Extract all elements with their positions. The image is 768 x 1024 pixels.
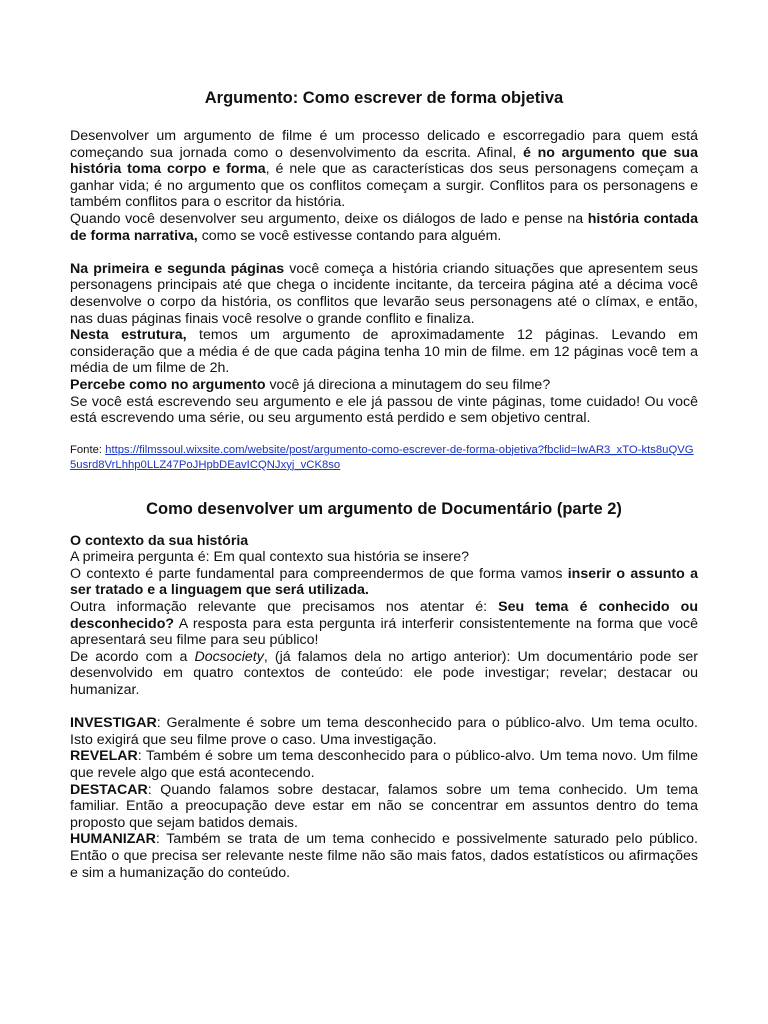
context-item-revelar: [70, 748, 698, 781]
bold-run: é no argumento que sua história toma corpo e forma: [70, 144, 698, 178]
bold-run: Nesta estrutura,: [70, 327, 187, 344]
context-term: DESTACAR: [70, 781, 148, 798]
text-run: como se você estivesse contando para alguém.: [197, 227, 502, 244]
bold-run: Na primeira e segunda páginas: [70, 260, 285, 277]
text-run: Outra informação relevante que precisamos nos atentar é:: [70, 599, 499, 616]
text-run: De acordo com a: [70, 648, 195, 665]
context-item-humanizar: [70, 831, 698, 881]
context-term: REVELAR: [70, 748, 138, 765]
text-run: Quando você desenvolver seu argumento, deixe os diálogos de lado e pense na: [70, 210, 588, 227]
paragraph-pergunta: A primeira pergunta é: Em qual contexto sua história se insere?: [70, 549, 470, 566]
paragraph-paginas: [70, 261, 698, 327]
text-run: Desenvolver um argumento de filme é um processo delicado e escorregadio para quem está começando sua jornada como o desenvolvimento da escrita. Afinal,: [70, 128, 698, 161]
text-run: O contexto é parte fundamental para compreendermos de que forma vamos: [70, 565, 568, 582]
paragraph-estrutura: [70, 327, 698, 377]
context-term: INVESTIGAR: [70, 715, 157, 732]
context-term: HUMANIZAR: [70, 831, 156, 848]
text-run: A resposta para esta pergunta irá interferir consistentemente na forma que você apresentará seu filme para seu público!: [70, 615, 698, 649]
bold-run: história contada de forma narrativa,: [70, 210, 698, 244]
text-run: , (já falamos dela no artigo anterior): Um documentário pode ser desenvolvido em quatro contextos de conteúdo: ele pode investigar; revelar; destacar ou humanizar.: [70, 648, 698, 699]
spacer: [70, 699, 698, 716]
paragraph-minutagem: [70, 377, 698, 394]
bold-run: Percebe como no argumento: [70, 376, 266, 393]
paragraph-tema: [70, 599, 698, 649]
text-run: você começa a história criando situações que apresentem seus personagens principais até que chega o incidente incitante, da terceira página até a décima você desenvolve o corpo da história, os conflitos que levarão seus personagens até o clímax, e então, nas duas páginas finais você resolve o grande conflito e finaliza.: [70, 260, 698, 327]
source-label: Fonte:: [70, 443, 106, 456]
subheading-contexto: O contexto da sua história: [70, 532, 249, 549]
article-title-argumento: Argumento: Como escrever de forma objetiva: [204, 89, 564, 107]
text-run: , é nele que as características dos seus personagens começam a ganhar vida; é no argumento que os conflitos começam a surgir. Conflitos para os personagens e também conflitos para o escritor da história.: [70, 161, 699, 211]
context-description: : Geralmente é sobre um tema desconhecido para o público-alvo. Um tema oculto. Isto exigirá que seu filme prove o caso. Uma investigação.: [70, 715, 698, 748]
paragraph-cuidado: Se você está escrevendo seu argumento e ele já passou de vinte páginas, tome cuidado! Ou você está escrevendo uma série, ou seu argumento está perdido e sem objetivo central.: [70, 393, 698, 427]
context-item-destacar: [70, 782, 698, 832]
source-citation: [70, 443, 698, 473]
context-description: : Quando falamos sobre destacar, falamos sobre um tema conhecido. Um tema familiar. Então a preocupação deve estar em não se concentrar em assuntos dentro do tema proposto que sejam batidos demais.: [70, 781, 698, 831]
article-title-documentario: Como desenvolver um argumento de Documentário (parte 2): [146, 499, 622, 518]
bold-run: inserir o assunto a ser tratado e a linguagem que será utilizada.: [70, 565, 698, 599]
spacer: [70, 244, 698, 261]
paragraph-contexto: [70, 566, 698, 599]
italic-run: Docsociety: [194, 648, 264, 665]
document-page: [70, 88, 698, 881]
paragraph-narrativa: [70, 211, 698, 244]
text-run: temos um argumento de aproximadamente 12 páginas. Levando em consideração que a média é de que cada página tenha 10 min de filme. em 12 páginas você tem a média de um filme de 2h.: [70, 327, 698, 377]
source-link[interactable]: https://filmssoul.wixsite.com/website/post/argumento-como-escrever-de-forma-objetiva?fbclid=IwAR3_xTO-kts8uQVG5usrd8VrLhhp0LLZ47PoJHpbDEavICQNJxyj_vCK8so: [70, 443, 694, 471]
paragraph-intro: [70, 128, 698, 211]
context-description: : Também é sobre um tema desconhecido para o público-alvo. Um tema novo. Um filme que revele algo que está acontecendo.: [70, 748, 698, 781]
text-run: você já direciona a minutagem do seu filme?: [265, 376, 551, 393]
context-description: : Também se trata de um tema conhecido e possivelmente saturado pelo público. Então o que precisa ser relevante neste filme não são mais fatos, dados estatísticos ou afirmações e sim a humanização do conteúdo.: [70, 831, 698, 881]
bold-run: Seu tema é conhecido ou desconhecido?: [70, 599, 699, 632]
context-item-investigar: [70, 715, 698, 748]
paragraph-docsociety: [70, 649, 698, 699]
